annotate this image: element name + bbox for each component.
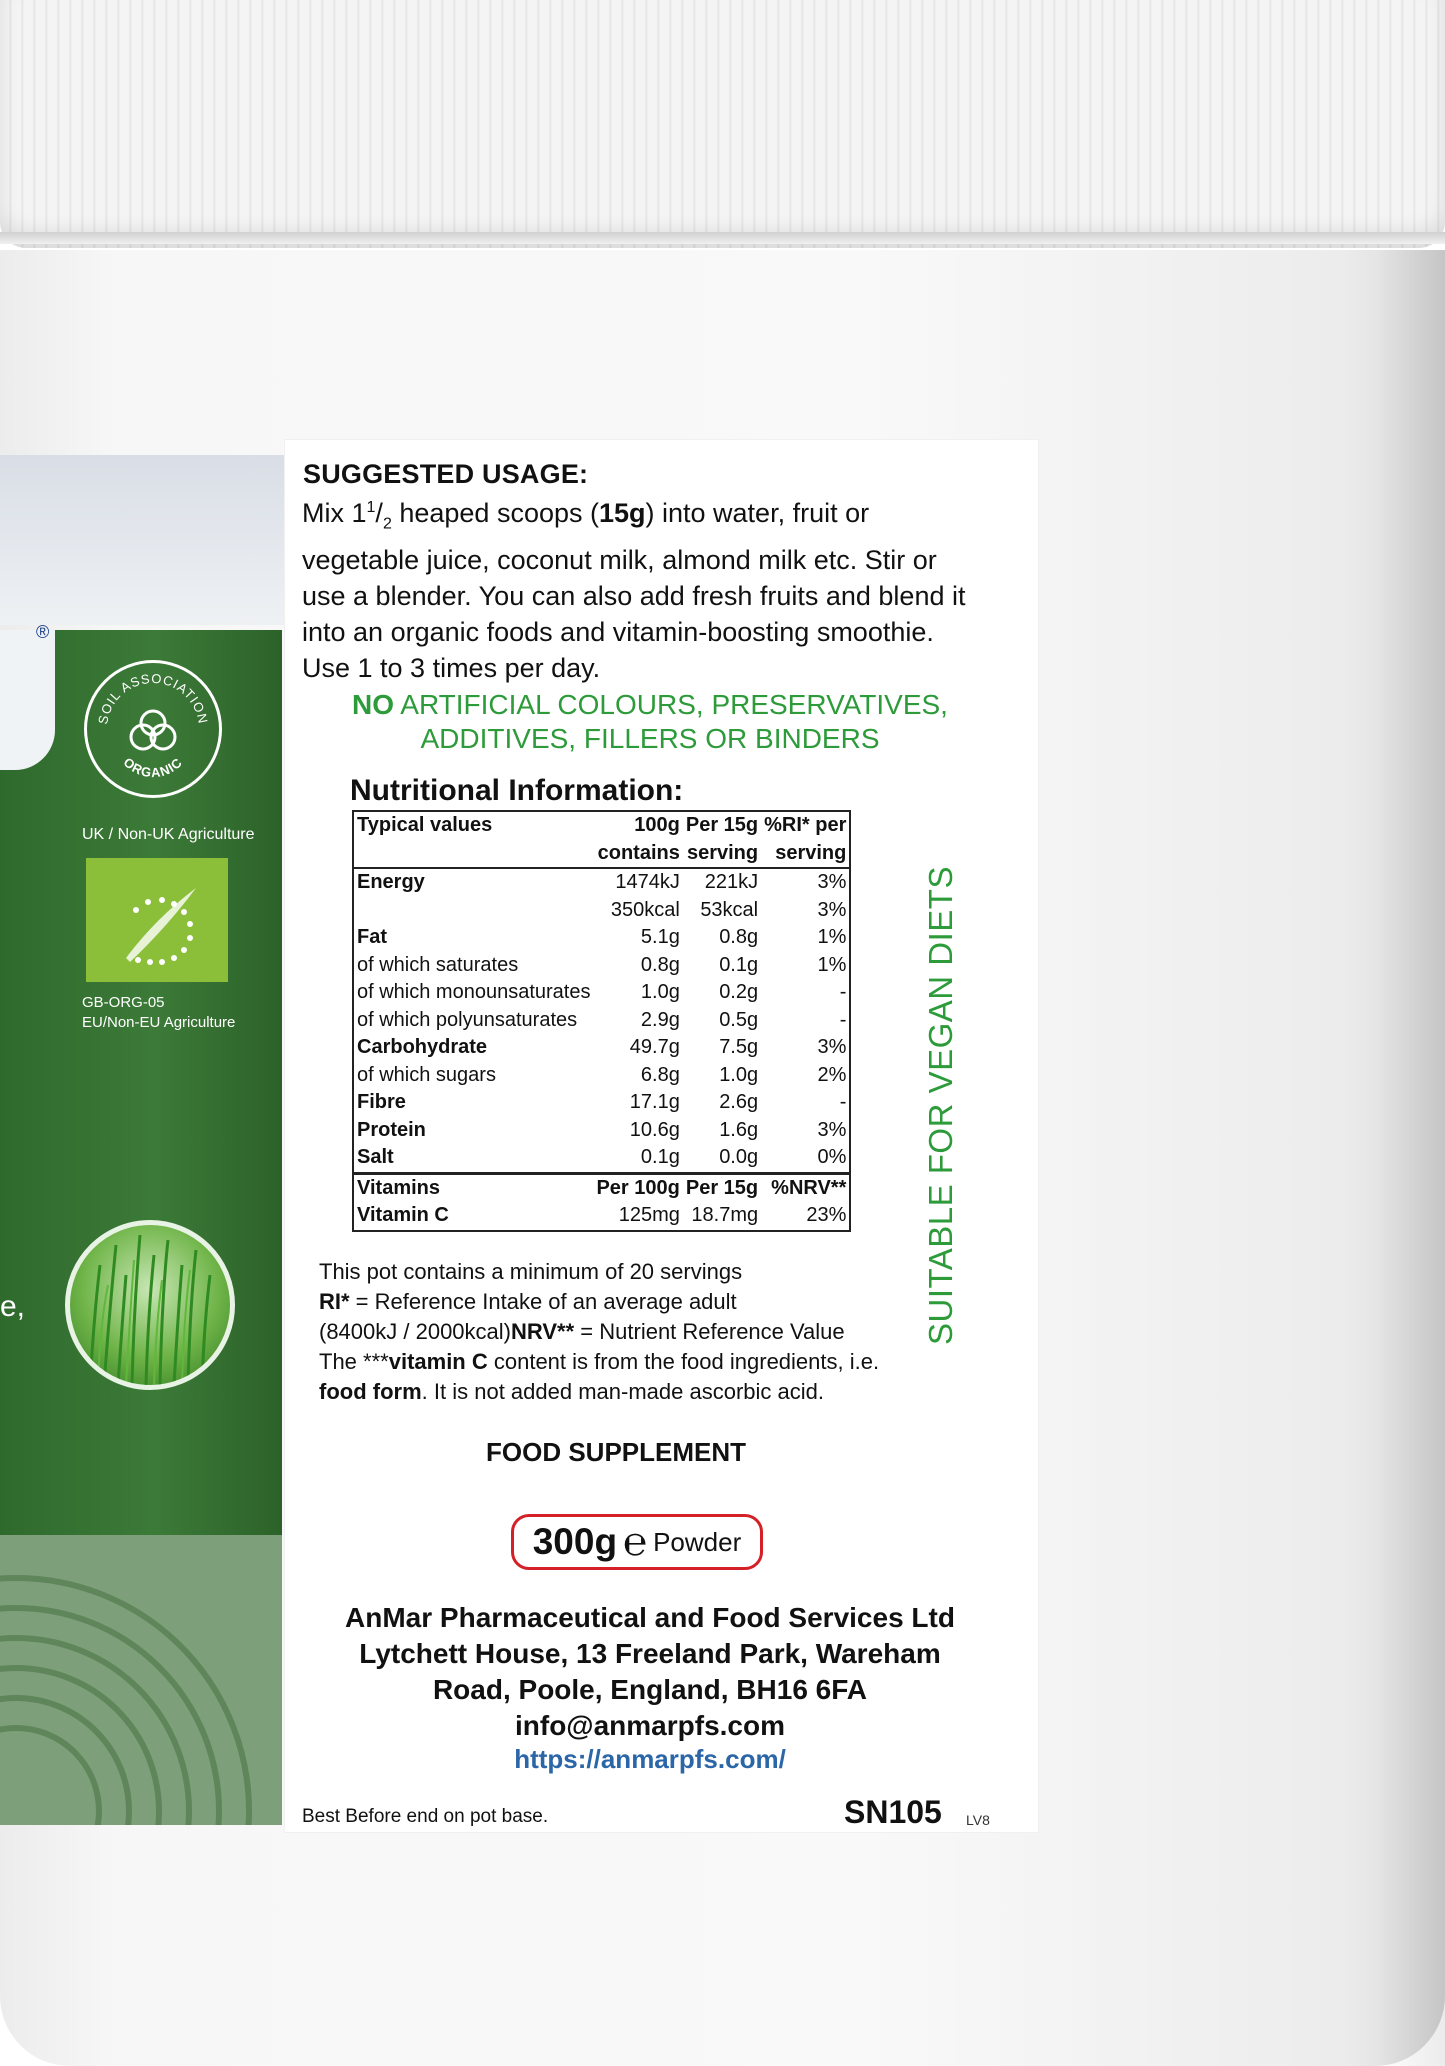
nutrition-header-row — [353, 811, 850, 840]
nutrient-ri: - — [839, 981, 847, 1003]
gb-org-code: GB-ORG-05 — [82, 994, 165, 1011]
wheatgrass-image — [65, 1220, 235, 1390]
nutrient-ri: 3% — [817, 1036, 847, 1058]
nutrient-label: of which polyunsaturates — [357, 1008, 578, 1031]
nutrient-per100: 1474kJ — [593, 868, 682, 897]
nutrient-label: Salt — [357, 1146, 394, 1168]
nutrient-per100: 10.6g — [629, 1118, 680, 1141]
vitc-bold: vitamin C — [388, 1349, 488, 1374]
vitamin-c-nrv: 23% — [806, 1204, 847, 1226]
no-word: NO — [352, 689, 395, 720]
nutrient-label: of which monounsaturates — [357, 981, 591, 1003]
usage-instructions — [302, 490, 982, 686]
nutrient-ri: 2% — [817, 1063, 847, 1086]
ri-label: RI* — [319, 1289, 350, 1314]
nutrition-row — [353, 1144, 850, 1173]
usage-fraction: $^1/_2$ — [366, 498, 392, 533]
fraction-numerator: 1 — [366, 499, 376, 516]
soil-association-logo — [84, 660, 222, 798]
net-weight-value: 300g — [532, 1521, 618, 1562]
vitamins-per15: Per 15g — [683, 1173, 761, 1202]
address-line-1: Lytchett House, 13 Freeland Park, Wareham — [359, 1638, 941, 1669]
svg-text:SOIL ASSOCIATION — [95, 671, 211, 726]
nutrition-row — [353, 952, 850, 980]
nutrient-per15: 0.2g — [719, 981, 759, 1003]
front-label-notch — [0, 630, 55, 770]
nutrient-ri: 3% — [817, 1118, 847, 1141]
company-email: info@anmarpfs.com — [514, 1710, 785, 1741]
usage-mix-mid: heaped scoops ( — [391, 498, 599, 528]
nutrient-per15: 221kJ — [683, 868, 761, 897]
registered-mark: ® — [36, 622, 50, 642]
food-supplement-label: FOOD SUPPLEMENT — [486, 1437, 747, 1467]
eu-organic-leaf-logo — [86, 858, 228, 982]
vitamin-c-per15: 18.7mg — [691, 1204, 759, 1226]
servings-note: This pot contains a minimum of 20 servings — [319, 1259, 743, 1284]
nutrient-ri: 3% — [817, 898, 847, 921]
fraction-denominator: 2 — [382, 515, 392, 533]
nutrient-per100: 6.8g — [640, 1063, 680, 1086]
nutrient-ri: - — [839, 1008, 847, 1031]
vitamin-c-row — [353, 1202, 850, 1231]
nutrient-ri: 0% — [817, 1146, 847, 1168]
nutrient-label: Fibre — [357, 1091, 406, 1113]
nrv-text: = Nutrient Reference Value — [574, 1319, 845, 1344]
nutrient-label: Protein — [357, 1118, 426, 1141]
nutrient-per15: 0.8g — [719, 926, 759, 948]
vegan-claim: SUITABLE FOR VEGAN DIETS — [922, 866, 959, 1345]
svg-text:ORGANIC — [121, 754, 186, 780]
nutrient-ri: - — [839, 1091, 847, 1113]
header-ri-serving: serving — [775, 841, 847, 864]
ri-text: = Reference Intake of an average adult — [349, 1289, 737, 1314]
nutrient-label: of which sugars — [357, 1063, 496, 1086]
ri-values: (8400kJ / 2000kcal) — [319, 1319, 511, 1344]
lid-ridge — [0, 232, 1445, 244]
nutrition-row — [353, 1089, 850, 1117]
nutrition-row — [353, 1062, 850, 1090]
front-partial-text: e, — [0, 1290, 26, 1323]
nutrient-ri: 1% — [817, 953, 847, 976]
header-typical-values: Typical values — [357, 814, 493, 836]
organic-text: ORGANIC — [120, 754, 186, 781]
usage-mix-rest: ) into water, fruit or vegetable juice, coconut milk, almond milk etc. Stir or use a blender. You can also add fresh fruits and blend it into an organic foods and vitamin-boosting smoothie. Use 1 to 3 times per day. — [302, 498, 966, 684]
address-line-2: Road, Poole, England, BH16 6FA — [432, 1674, 868, 1705]
header-100g: 100g — [634, 814, 680, 836]
eu-agriculture-text: EU/Non-EU Agriculture — [82, 1014, 236, 1031]
net-weight-badge — [511, 1514, 763, 1570]
nutrient-label: of which saturates — [357, 953, 519, 976]
nutrition-notes — [319, 1257, 959, 1407]
nutrient-per100: 350kcal — [610, 898, 680, 921]
front-label-top — [0, 455, 285, 625]
nutrient-per100: 17.1g — [629, 1091, 680, 1113]
nutrient-per15: 1.6g — [719, 1118, 759, 1141]
nutrition-rows — [353, 868, 850, 1173]
nutrition-row — [353, 979, 850, 1007]
nutrient-per15: 53kcal — [700, 898, 759, 921]
nutrient-ri: 1% — [817, 926, 847, 948]
vitc-prefix: The *** — [319, 1349, 389, 1374]
nutrition-row — [353, 1117, 850, 1145]
nutrient-per100: 2.9g — [640, 1008, 680, 1031]
vitamins-header-row — [353, 1173, 850, 1202]
header-serving: serving — [686, 841, 759, 864]
nrv-label: NRV** — [511, 1319, 575, 1344]
nutrition-header-row-2 — [353, 840, 850, 869]
company-website: https://anmarpfs.com/ — [514, 1744, 786, 1774]
ri-note — [319, 1287, 959, 1317]
wheatgrass-icon — [70, 1225, 230, 1385]
nutrition-row — [353, 1007, 850, 1035]
nutrition-row — [353, 897, 850, 925]
header-ri: %RI* per — [764, 814, 847, 836]
nutrient-per15: 0.0g — [719, 1146, 759, 1168]
uk-agriculture-text: UK / Non-UK Agriculture — [82, 826, 255, 843]
soil-association-text: SOIL ASSOCIATION — [95, 670, 211, 726]
lv-code: LV8 — [966, 1812, 990, 1828]
e-mark-icon: ℮ — [623, 1520, 648, 1564]
vitamins-per100: Per 100g — [593, 1173, 682, 1202]
nutrient-per100: 1.0g — [640, 981, 680, 1003]
eu-leaf-icon — [86, 858, 228, 982]
usage-dose: 15g — [598, 498, 646, 528]
header-per-15g: Per 15g — [685, 814, 759, 836]
nutrient-per100: 0.8g — [640, 953, 680, 976]
company-name: AnMar Pharmaceutical and Food Services Ltd — [345, 1602, 955, 1633]
usage-heading: SUGGESTED USAGE: — [303, 459, 589, 489]
nutrient-per15: 1.0g — [719, 1063, 759, 1086]
usage-mix-prefix: Mix 1 — [302, 498, 367, 528]
jar-shade — [1375, 250, 1445, 2066]
soil-association-icon — [87, 663, 219, 795]
nutrition-row — [353, 868, 850, 897]
nutrient-label: Carbohydrate — [357, 1036, 488, 1058]
nutrient-per100: 5.1g — [640, 926, 680, 948]
nutrient-per100: 49.7g — [629, 1036, 680, 1058]
best-before-note: Best Before end on pot base. — [302, 1806, 549, 1827]
sn-code: SN105 — [844, 1794, 942, 1830]
no-additives-claim — [300, 688, 1000, 756]
net-weight-form: Powder — [653, 1526, 742, 1557]
vitamins-nrv: %NRV** — [761, 1173, 850, 1202]
food-form-note — [319, 1377, 959, 1407]
jar-lid — [0, 0, 1445, 248]
nutrition-row — [353, 1034, 850, 1062]
vitc-text: content is from the food ingredients, i.e. — [487, 1349, 880, 1374]
nutrient-ri: 3% — [761, 868, 850, 897]
company-address — [300, 1600, 1000, 1744]
nutrient-per15: 0.1g — [719, 953, 759, 976]
nutrition-row — [353, 924, 850, 952]
vitamins-label: Vitamins — [353, 1173, 593, 1202]
no-additives-line2: ADDITIVES, FILLERS OR BINDERS — [420, 723, 880, 754]
nutrient-per15: 0.5g — [719, 1008, 759, 1031]
vitamin-c-note — [319, 1347, 959, 1377]
nutrient-per100: 0.1g — [640, 1146, 680, 1168]
vitamin-c-label: Vitamin C — [357, 1204, 449, 1226]
nutrient-per15: 2.6g — [719, 1091, 759, 1113]
nutrient-label: Energy — [353, 868, 593, 897]
food-form-bold: food form — [319, 1379, 422, 1404]
vitamin-c-per100: 125mg — [618, 1204, 680, 1226]
header-contains: contains — [597, 841, 680, 864]
nutrient-label: Fat — [357, 926, 387, 948]
nutrition-table — [352, 810, 851, 1232]
front-label-lower — [0, 1535, 282, 1825]
nutrient-per15: 7.5g — [719, 1036, 759, 1058]
ri-nrv-note — [319, 1317, 959, 1347]
food-form-text: . It is not added man-made ascorbic acid. — [421, 1379, 824, 1404]
nutrition-heading: Nutritional Information: — [350, 774, 684, 807]
nutrient-label — [353, 897, 593, 925]
no-additives-line1: ARTIFICIAL COLOURS, PRESERVATIVES, — [394, 689, 948, 720]
